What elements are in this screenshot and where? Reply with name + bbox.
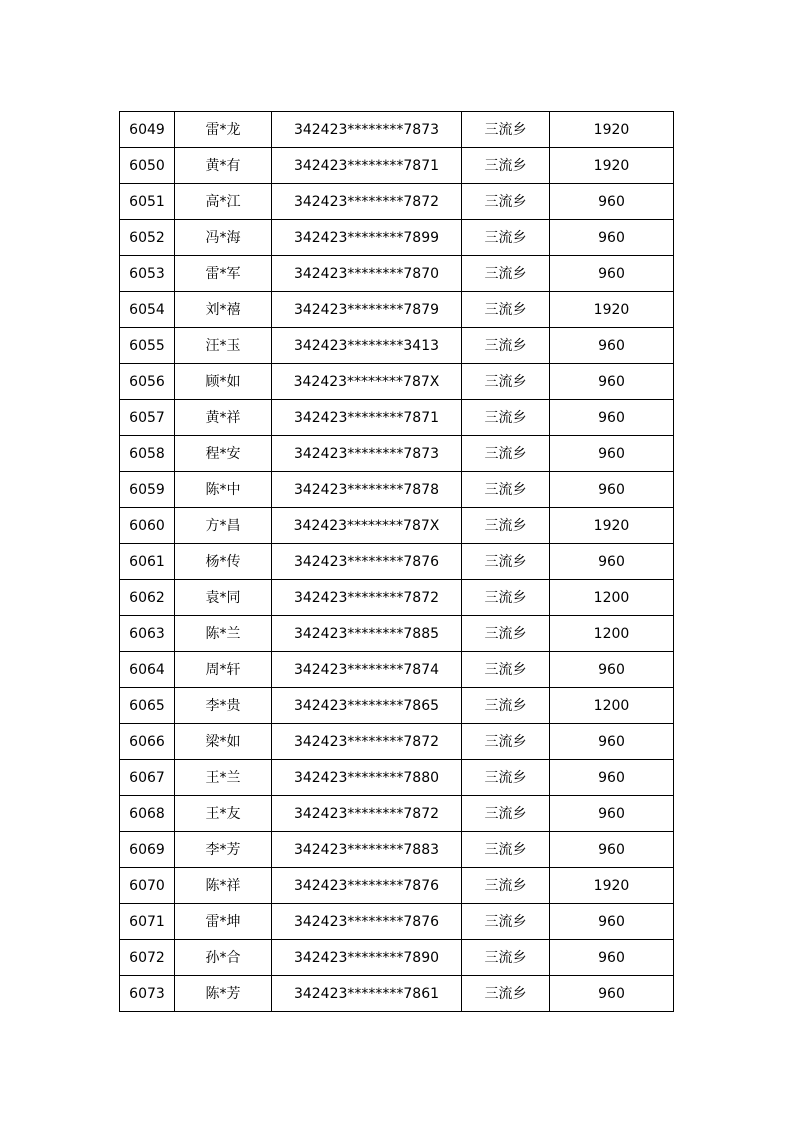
table-row (120, 940, 674, 976)
id-number-cell: 342423********7872 (272, 724, 462, 760)
id-number-cell: 342423********7885 (272, 616, 462, 652)
table-row (120, 400, 674, 436)
person-name-cell: 陈*祥 (175, 868, 272, 904)
township-cell: 三流乡 (462, 688, 550, 724)
township-cell: 三流乡 (462, 508, 550, 544)
township-cell: 三流乡 (462, 292, 550, 328)
id-number-cell: 342423********7873 (272, 436, 462, 472)
table-row (120, 796, 674, 832)
id-number-cell: 342423********7876 (272, 868, 462, 904)
table-row (120, 760, 674, 796)
row-number-cell: 6065 (120, 688, 175, 724)
amount-cell: 960 (550, 940, 674, 976)
table-row (120, 724, 674, 760)
table-row (120, 976, 674, 1012)
amount-cell: 960 (550, 832, 674, 868)
township-cell: 三流乡 (462, 364, 550, 400)
table-row (120, 616, 674, 652)
id-number-cell: 342423********7871 (272, 400, 462, 436)
id-number-cell: 342423********7883 (272, 832, 462, 868)
table-row (120, 220, 674, 256)
amount-cell: 960 (550, 724, 674, 760)
amount-cell: 960 (550, 472, 674, 508)
id-number-cell: 342423********7865 (272, 688, 462, 724)
person-name-cell: 黄*有 (175, 148, 272, 184)
id-number-cell: 342423********7872 (272, 184, 462, 220)
table-row (120, 148, 674, 184)
amount-cell: 1920 (550, 292, 674, 328)
township-cell: 三流乡 (462, 112, 550, 148)
table-row (120, 256, 674, 292)
amount-cell: 960 (550, 976, 674, 1012)
id-number-cell: 342423********7871 (272, 148, 462, 184)
row-number-cell: 6058 (120, 436, 175, 472)
row-number-cell: 6059 (120, 472, 175, 508)
id-number-cell: 342423********787X (272, 508, 462, 544)
id-number-cell: 342423********7880 (272, 760, 462, 796)
amount-cell: 960 (550, 400, 674, 436)
township-cell: 三流乡 (462, 472, 550, 508)
person-name-cell: 梁*如 (175, 724, 272, 760)
id-number-cell: 342423********7872 (272, 796, 462, 832)
person-name-cell: 周*轩 (175, 652, 272, 688)
person-name-cell: 陈*芳 (175, 976, 272, 1012)
amount-cell: 1920 (550, 148, 674, 184)
township-cell: 三流乡 (462, 652, 550, 688)
person-name-cell: 刘*禧 (175, 292, 272, 328)
township-cell: 三流乡 (462, 760, 550, 796)
row-number-cell: 6060 (120, 508, 175, 544)
person-name-cell: 孙*合 (175, 940, 272, 976)
table-row (120, 436, 674, 472)
row-number-cell: 6071 (120, 904, 175, 940)
row-number-cell: 6051 (120, 184, 175, 220)
id-number-cell: 342423********787X (272, 364, 462, 400)
township-cell: 三流乡 (462, 220, 550, 256)
id-number-cell: 342423********7873 (272, 112, 462, 148)
township-cell: 三流乡 (462, 724, 550, 760)
row-number-cell: 6055 (120, 328, 175, 364)
id-number-cell: 342423********3413 (272, 328, 462, 364)
table-row (120, 544, 674, 580)
id-number-cell: 342423********7876 (272, 544, 462, 580)
amount-cell: 960 (550, 436, 674, 472)
row-number-cell: 6063 (120, 616, 175, 652)
table-row (120, 580, 674, 616)
id-number-cell: 342423********7876 (272, 904, 462, 940)
table-row (120, 292, 674, 328)
table-row (120, 184, 674, 220)
table-row (120, 868, 674, 904)
table-row (120, 652, 674, 688)
amount-cell: 960 (550, 364, 674, 400)
amount-cell: 960 (550, 760, 674, 796)
row-number-cell: 6049 (120, 112, 175, 148)
person-name-cell: 雷*军 (175, 256, 272, 292)
township-cell: 三流乡 (462, 544, 550, 580)
township-cell: 三流乡 (462, 328, 550, 364)
id-number-cell: 342423********7890 (272, 940, 462, 976)
amount-cell: 960 (550, 256, 674, 292)
table-row (120, 364, 674, 400)
table-row (120, 472, 674, 508)
township-cell: 三流乡 (462, 796, 550, 832)
township-cell: 三流乡 (462, 256, 550, 292)
id-number-cell: 342423********7879 (272, 292, 462, 328)
amount-cell: 960 (550, 796, 674, 832)
person-name-cell: 冯*海 (175, 220, 272, 256)
person-name-cell: 雷*坤 (175, 904, 272, 940)
amount-cell: 960 (550, 184, 674, 220)
township-cell: 三流乡 (462, 436, 550, 472)
id-number-cell: 342423********7878 (272, 472, 462, 508)
person-name-cell: 雷*龙 (175, 112, 272, 148)
township-cell: 三流乡 (462, 148, 550, 184)
person-name-cell: 汪*玉 (175, 328, 272, 364)
row-number-cell: 6056 (120, 364, 175, 400)
person-name-cell: 陈*兰 (175, 616, 272, 652)
person-name-cell: 陈*中 (175, 472, 272, 508)
amount-cell: 1200 (550, 616, 674, 652)
subsidy-roster-table (119, 111, 674, 1012)
amount-cell: 960 (550, 220, 674, 256)
person-name-cell: 程*安 (175, 436, 272, 472)
row-number-cell: 6072 (120, 940, 175, 976)
township-cell: 三流乡 (462, 616, 550, 652)
amount-cell: 960 (550, 544, 674, 580)
table-row (120, 904, 674, 940)
township-cell: 三流乡 (462, 940, 550, 976)
id-number-cell: 342423********7861 (272, 976, 462, 1012)
person-name-cell: 李*芳 (175, 832, 272, 868)
id-number-cell: 342423********7874 (272, 652, 462, 688)
amount-cell: 960 (550, 904, 674, 940)
id-number-cell: 342423********7872 (272, 580, 462, 616)
person-name-cell: 王*友 (175, 796, 272, 832)
person-name-cell: 李*贵 (175, 688, 272, 724)
row-number-cell: 6053 (120, 256, 175, 292)
person-name-cell: 高*江 (175, 184, 272, 220)
amount-cell: 1920 (550, 508, 674, 544)
township-cell: 三流乡 (462, 832, 550, 868)
person-name-cell: 方*昌 (175, 508, 272, 544)
amount-cell: 960 (550, 652, 674, 688)
person-name-cell: 顾*如 (175, 364, 272, 400)
row-number-cell: 6064 (120, 652, 175, 688)
roster-body (120, 112, 674, 1012)
row-number-cell: 6073 (120, 976, 175, 1012)
row-number-cell: 6069 (120, 832, 175, 868)
row-number-cell: 6052 (120, 220, 175, 256)
person-name-cell: 杨*传 (175, 544, 272, 580)
amount-cell: 1200 (550, 580, 674, 616)
township-cell: 三流乡 (462, 976, 550, 1012)
table-row (120, 508, 674, 544)
person-name-cell: 黄*祥 (175, 400, 272, 436)
row-number-cell: 6061 (120, 544, 175, 580)
row-number-cell: 6062 (120, 580, 175, 616)
person-name-cell: 袁*同 (175, 580, 272, 616)
township-cell: 三流乡 (462, 904, 550, 940)
id-number-cell: 342423********7899 (272, 220, 462, 256)
table-row (120, 328, 674, 364)
row-number-cell: 6057 (120, 400, 175, 436)
township-cell: 三流乡 (462, 868, 550, 904)
row-number-cell: 6068 (120, 796, 175, 832)
row-number-cell: 6066 (120, 724, 175, 760)
row-number-cell: 6067 (120, 760, 175, 796)
person-name-cell: 王*兰 (175, 760, 272, 796)
township-cell: 三流乡 (462, 184, 550, 220)
table-row (120, 112, 674, 148)
row-number-cell: 6070 (120, 868, 175, 904)
amount-cell: 960 (550, 328, 674, 364)
amount-cell: 1920 (550, 868, 674, 904)
township-cell: 三流乡 (462, 400, 550, 436)
id-number-cell: 342423********7870 (272, 256, 462, 292)
table-row (120, 688, 674, 724)
amount-cell: 1200 (550, 688, 674, 724)
amount-cell: 1920 (550, 112, 674, 148)
table-row (120, 832, 674, 868)
row-number-cell: 6050 (120, 148, 175, 184)
township-cell: 三流乡 (462, 580, 550, 616)
row-number-cell: 6054 (120, 292, 175, 328)
